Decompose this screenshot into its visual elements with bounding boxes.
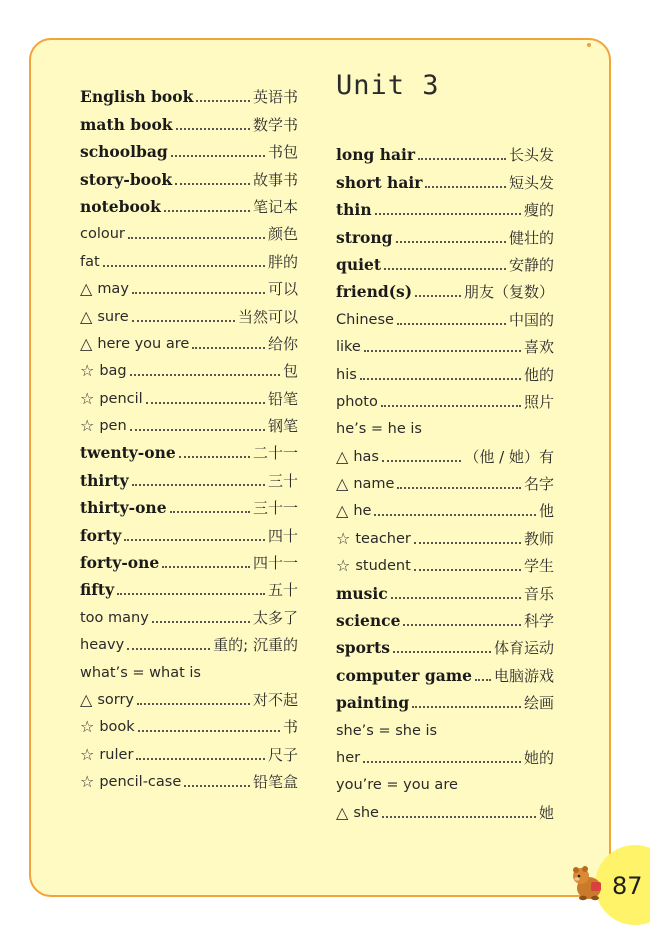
dot-leader xyxy=(360,378,521,380)
dot-leader xyxy=(128,237,265,239)
vocab-entry xyxy=(80,409,298,436)
dot-leader xyxy=(162,566,250,568)
vocab-entry xyxy=(336,302,554,329)
vocab-entry xyxy=(336,795,554,822)
vocab-chinese: 她的 xyxy=(523,748,554,767)
vocab-english: painting xyxy=(336,693,410,713)
vocab-entry xyxy=(80,135,298,162)
vocab-entry xyxy=(336,467,554,494)
dot-leader xyxy=(103,265,265,267)
triangle-outline-icon: △ xyxy=(336,446,349,466)
vocab-entry xyxy=(336,385,554,412)
triangle-outline-icon: △ xyxy=(336,802,349,822)
vocab-entry xyxy=(336,658,554,685)
vocab-chinese: 三十一 xyxy=(252,499,298,518)
vocab-english: his xyxy=(336,366,357,383)
vocab-entry xyxy=(80,546,298,573)
dot-leader xyxy=(124,539,265,541)
vocab-english: quiet xyxy=(336,254,382,274)
vocab-chinese: 短头发 xyxy=(508,173,554,192)
dot-leader xyxy=(397,323,506,325)
vocab-english: has xyxy=(353,448,379,465)
vocab-chinese: 故事书 xyxy=(252,170,298,189)
vocab-english: pen xyxy=(99,418,127,435)
vocab-chinese: 书 xyxy=(282,718,298,737)
vocab-english: Chinese xyxy=(336,311,394,328)
vocab-chinese: 绘画 xyxy=(523,694,554,713)
star-outline-icon: ☆ xyxy=(336,528,351,548)
vocab-chinese: 朋友（复数） xyxy=(463,283,554,302)
vocab-english: pencil-case xyxy=(99,774,182,791)
vocab-english: like xyxy=(336,339,361,356)
vocab-english: too many xyxy=(80,609,149,626)
vocab-english: photo xyxy=(336,393,378,410)
vocab-entry xyxy=(336,412,554,439)
vocab-english: she xyxy=(353,804,379,821)
vocab-english: she’s = she is xyxy=(336,722,438,739)
dot-leader xyxy=(397,487,521,489)
decor-dot xyxy=(587,43,591,47)
vocab-english: sure xyxy=(97,308,129,325)
vocab-chinese: 数学书 xyxy=(252,115,298,134)
vocab-chinese: 当然可以 xyxy=(237,307,298,326)
vocab-entry xyxy=(80,765,298,792)
vocab-english: thin xyxy=(336,200,372,220)
dot-leader xyxy=(117,593,265,595)
star-outline-icon: ☆ xyxy=(80,744,95,764)
vocab-english: book xyxy=(99,719,135,736)
vocab-english: ruler xyxy=(99,746,134,763)
vocab-chinese: 音乐 xyxy=(523,584,554,603)
vocab-entry xyxy=(336,631,554,658)
vocab-english: fat xyxy=(80,253,100,270)
vocab-entry xyxy=(336,576,554,603)
vocab-chinese: 四十一 xyxy=(252,554,298,573)
triangle-outline-icon: △ xyxy=(336,501,349,521)
vocab-chinese: 颜色 xyxy=(267,225,298,244)
vocab-english: long hair xyxy=(336,145,416,165)
vocab-chinese: 电脑游戏 xyxy=(493,666,554,685)
vocab-english: thirty xyxy=(80,470,129,490)
vocab-english: sorry xyxy=(97,691,134,708)
vocab-chinese: 可以 xyxy=(267,280,298,299)
vocab-chinese: 铅笔盒 xyxy=(252,773,298,792)
vocab-chinese: 二十一 xyxy=(252,444,298,463)
vocab-entry xyxy=(336,549,554,576)
vocab-chinese: 他的 xyxy=(523,365,554,384)
vocab-chinese: 三十 xyxy=(267,471,298,490)
vocab-entry xyxy=(336,357,554,384)
vocab-entry xyxy=(336,604,554,631)
vocab-entry xyxy=(80,628,298,655)
vocab-english: thirty-one xyxy=(80,498,167,518)
vocab-english: science xyxy=(336,611,401,631)
vocab-entry xyxy=(80,299,298,326)
vocab-chinese: 给你 xyxy=(267,334,298,353)
dot-leader xyxy=(396,241,506,243)
vocab-chinese: 书包 xyxy=(267,143,298,162)
dot-leader xyxy=(363,761,521,763)
vocab-english: forty-one xyxy=(80,553,160,573)
vocab-chinese: 安静的 xyxy=(508,255,554,274)
vocab-english: twenty-one xyxy=(80,443,176,463)
dot-leader xyxy=(170,511,250,513)
vocab-entry xyxy=(80,354,298,381)
vocab-english: heavy xyxy=(80,637,125,654)
vocab-entry xyxy=(80,107,298,134)
vocab-entry xyxy=(336,330,554,357)
vocab-english: here you are xyxy=(97,335,190,352)
dot-leader xyxy=(152,621,250,623)
dot-leader xyxy=(425,186,506,188)
vocab-entry xyxy=(80,491,298,518)
vocab-entry xyxy=(80,710,298,737)
dot-leader xyxy=(175,183,250,185)
vocab-english: forty xyxy=(80,525,122,545)
dot-leader xyxy=(418,158,506,160)
vocab-english: he’s = he is xyxy=(336,421,422,438)
vocab-english: computer game xyxy=(336,665,473,685)
dot-leader xyxy=(475,679,491,681)
dot-leader xyxy=(179,456,250,458)
triangle-outline-icon: △ xyxy=(80,279,93,299)
vocab-entry xyxy=(80,518,298,545)
vocab-entry xyxy=(80,463,298,490)
dot-leader xyxy=(412,706,521,708)
vocab-english: teacher xyxy=(355,530,411,547)
vocab-entry xyxy=(336,220,554,247)
star-outline-icon: ☆ xyxy=(80,416,95,436)
vocab-chinese: 重的; 沉重的 xyxy=(213,636,298,655)
vocab-chinese: 钢笔 xyxy=(267,417,298,436)
dot-leader xyxy=(146,402,265,404)
vocab-chinese: 瘦的 xyxy=(523,201,554,220)
star-outline-icon: ☆ xyxy=(80,717,95,737)
vocab-english: strong xyxy=(336,227,393,247)
dot-leader xyxy=(132,320,235,322)
star-outline-icon: ☆ xyxy=(80,388,95,408)
vocab-entry xyxy=(336,138,554,165)
vocab-chinese: 胖的 xyxy=(267,252,298,271)
triangle-outline-icon: △ xyxy=(80,306,93,326)
vocab-english: pencil xyxy=(99,390,143,407)
dot-leader xyxy=(171,155,265,157)
vocab-english: schoolbag xyxy=(80,142,168,162)
dot-leader xyxy=(137,703,250,705)
dot-leader xyxy=(403,624,521,626)
vocab-entry xyxy=(80,327,298,354)
dot-leader xyxy=(138,730,280,732)
vocab-entry xyxy=(80,244,298,271)
vocab-chinese: 包 xyxy=(282,362,298,381)
dot-leader xyxy=(414,542,521,544)
vocab-english: you’re = you are xyxy=(336,777,458,794)
vocab-entry xyxy=(80,80,298,107)
dot-leader xyxy=(136,758,265,760)
dot-leader xyxy=(384,268,506,270)
dot-leader xyxy=(164,210,250,212)
vocab-chinese: 四十 xyxy=(267,526,298,545)
vocab-chinese: 对不起 xyxy=(252,690,298,709)
vocab-entry xyxy=(336,494,554,521)
vocab-english: math book xyxy=(80,114,173,134)
vocab-entry xyxy=(336,686,554,713)
vocab-entry xyxy=(336,165,554,192)
dot-leader xyxy=(374,514,536,516)
vocab-chinese: 中国的 xyxy=(508,310,554,329)
dot-leader xyxy=(381,405,521,407)
vocab-english: her xyxy=(336,749,361,766)
vocab-entry xyxy=(336,521,554,548)
dot-leader xyxy=(375,213,521,215)
vocab-entry xyxy=(80,573,298,600)
vocab-chinese: 太多了 xyxy=(252,608,298,627)
vocab-chinese: 尺子 xyxy=(267,745,298,764)
dot-leader xyxy=(393,651,491,653)
vocab-chinese: 体育运动 xyxy=(493,639,554,658)
vocab-chinese: 笔记本 xyxy=(252,197,298,216)
vocab-english: fifty xyxy=(80,580,115,600)
dot-leader xyxy=(132,484,265,486)
vocab-entry xyxy=(80,272,298,299)
dot-leader xyxy=(414,569,521,571)
vocab-english: short hair xyxy=(336,172,423,192)
vocab-english: what’s = what is xyxy=(80,664,201,681)
star-outline-icon: ☆ xyxy=(80,361,95,381)
vocab-chinese: 五十 xyxy=(267,581,298,600)
vocab-column-right xyxy=(336,138,554,823)
dot-leader xyxy=(130,429,265,431)
vocab-english: may xyxy=(97,281,129,298)
vocab-chinese: 照片 xyxy=(523,392,554,411)
vocab-chinese: 科学 xyxy=(523,612,554,631)
vocab-chinese: 名字 xyxy=(523,475,554,494)
vocab-entry xyxy=(336,768,554,795)
vocab-chinese: 铅笔 xyxy=(267,389,298,408)
vocab-entry xyxy=(80,600,298,627)
vocab-chinese: 学生 xyxy=(523,557,554,576)
vocab-english: sports xyxy=(336,638,390,658)
dot-leader xyxy=(132,292,265,294)
vocab-entry xyxy=(80,436,298,463)
triangle-outline-icon: △ xyxy=(80,333,93,353)
vocab-chinese: 健壮的 xyxy=(508,228,554,247)
vocab-english: music xyxy=(336,583,388,603)
vocab-entry xyxy=(336,713,554,740)
vocab-chinese: 长头发 xyxy=(508,146,554,165)
dot-leader xyxy=(415,295,461,297)
bear-mascot-icon xyxy=(567,862,607,902)
vocab-entry xyxy=(80,655,298,682)
dot-leader xyxy=(382,816,536,818)
vocab-chinese: 他 xyxy=(538,502,554,521)
vocab-english: colour xyxy=(80,226,125,243)
dot-leader xyxy=(196,100,250,102)
vocab-english: student xyxy=(355,558,411,575)
dot-leader xyxy=(391,597,521,599)
star-outline-icon: ☆ xyxy=(80,772,95,792)
vocab-chinese: 她 xyxy=(538,803,554,822)
vocab-entry xyxy=(80,217,298,244)
vocab-entry xyxy=(336,741,554,768)
unit-title: Unit 3 xyxy=(336,70,440,101)
vocab-entry xyxy=(80,190,298,217)
triangle-outline-icon: △ xyxy=(80,689,93,709)
triangle-outline-icon: △ xyxy=(336,474,349,494)
dot-leader xyxy=(176,128,250,130)
vocab-entry xyxy=(336,275,554,302)
vocab-entry xyxy=(336,193,554,220)
vocab-english: story-book xyxy=(80,169,173,189)
dot-leader xyxy=(382,460,461,462)
vocab-entry xyxy=(336,439,554,466)
vocab-entry xyxy=(336,248,554,275)
vocab-english: he xyxy=(353,503,372,520)
vocab-chinese: 教师 xyxy=(523,529,554,548)
vocab-column-left xyxy=(80,80,298,792)
vocab-entry xyxy=(80,683,298,710)
vocab-english: friend(s) xyxy=(336,282,413,302)
vocab-english: English book xyxy=(80,87,194,107)
vocab-entry xyxy=(80,162,298,189)
vocab-entry xyxy=(80,737,298,764)
star-outline-icon: ☆ xyxy=(336,556,351,576)
dot-leader xyxy=(364,350,521,352)
vocab-chinese: 英语书 xyxy=(252,88,298,107)
vocab-english: notebook xyxy=(80,196,161,216)
dot-leader xyxy=(130,374,280,376)
vocab-chinese: 喜欢 xyxy=(523,338,554,357)
vocab-chinese: （他 / 她）有 xyxy=(464,447,554,466)
vocab-english: bag xyxy=(99,363,127,380)
vocab-entry xyxy=(80,381,298,408)
vocab-english: name xyxy=(353,476,395,493)
dot-leader xyxy=(184,785,250,787)
page-number: 87 xyxy=(612,872,643,900)
dot-leader xyxy=(127,648,210,650)
dot-leader xyxy=(192,347,265,349)
